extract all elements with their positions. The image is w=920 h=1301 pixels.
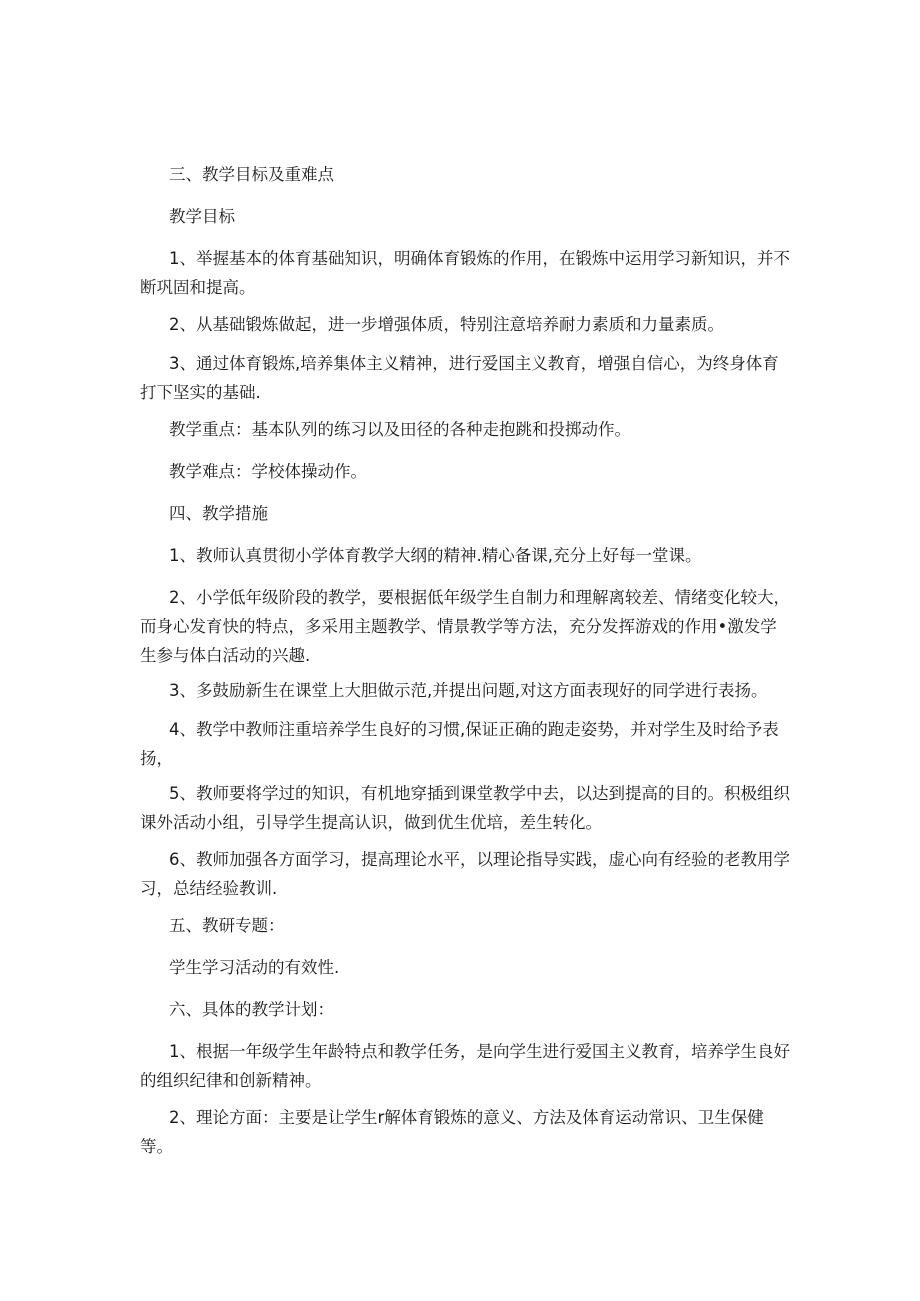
section-heading-plan: 六、具体的教学计划： (169, 1000, 334, 1019)
subheading-teaching-goals: 教学目标 (169, 207, 235, 226)
paragraph-research-topic: 学生学习活动的有效性. (169, 958, 340, 977)
paragraph-measure-5: 5、教师要将学过的知识，有机地穿插到课堂教学中去，以达到提高的目的。积极组织课外活动小组，引导学生提高认识，做到优生优培，差生转化。 (140, 784, 790, 832)
paragraph-measure-1: 1、教师认真贯彻小学体育教学大纲的精神.精心备课,充分上好每一堂课。 (169, 546, 702, 565)
section-heading-research: 五、教研专题： (169, 916, 285, 935)
section-heading-goals: 三、教学目标及重难点 (169, 165, 334, 184)
paragraph-difficult-points: 教学难点：学校体操动作。 (169, 462, 367, 481)
paragraph-goal-1: 1、举握基本的体育基础知识，明确体育锻炼的作用，在锻炼中运用学习新知识，并不断巩固和提高。 (140, 249, 790, 297)
paragraph-plan-2: 2、理论方面：主要是让学生r解体育锻炼的意义、方法及体育运动常识、卫生保健等。 (140, 1108, 764, 1156)
paragraph-plan-1: 1、根据一年级学生年龄特点和教学任务，是向学生进行爱国主义教育，培养学生良好的组织纪律和创新精神。 (140, 1042, 790, 1090)
paragraph-measure-2: 2、小学低年级阶段的教学，要根据低年级学生自制力和理解离较差、情绪变化较大，而身心发育快的特点，多采用主题教学、情景教学等方法，充分发挥游戏的作用•激发学生参与体白活动的兴趣. (140, 588, 790, 665)
section-heading-measures: 四、教学措施 (169, 504, 268, 523)
paragraph-measure-3: 3、多鼓励新生在课堂上大胆做示范,并提出问题,对这方面表现好的同学进行表扬。 (169, 681, 768, 700)
paragraph-measure-4: 4、教学中教师注重培养学生良好的习惯,保证正确的跑走姿势，并对学生及时给予表扬， (140, 720, 779, 768)
paragraph-key-points: 教学重点：基本队列的练习以及田径的各种走抱跳和投掷动作。 (169, 420, 631, 439)
paragraph-measure-6: 6、教师加强各方面学习，提高理论水平，以理论指导实践，虚心向有经验的老教用学习，总结经验教训. (140, 850, 790, 898)
paragraph-goal-2: 2、从基础锻炼做起，进一步增强体质，特别注意培养耐力素质和力量素质。 (169, 315, 724, 334)
paragraph-goal-3: 3、通过体育锻炼,培养集体主义精神，进行爱国主义教育，增强自信心，为终身体育打下坚实的基础. (140, 354, 779, 402)
